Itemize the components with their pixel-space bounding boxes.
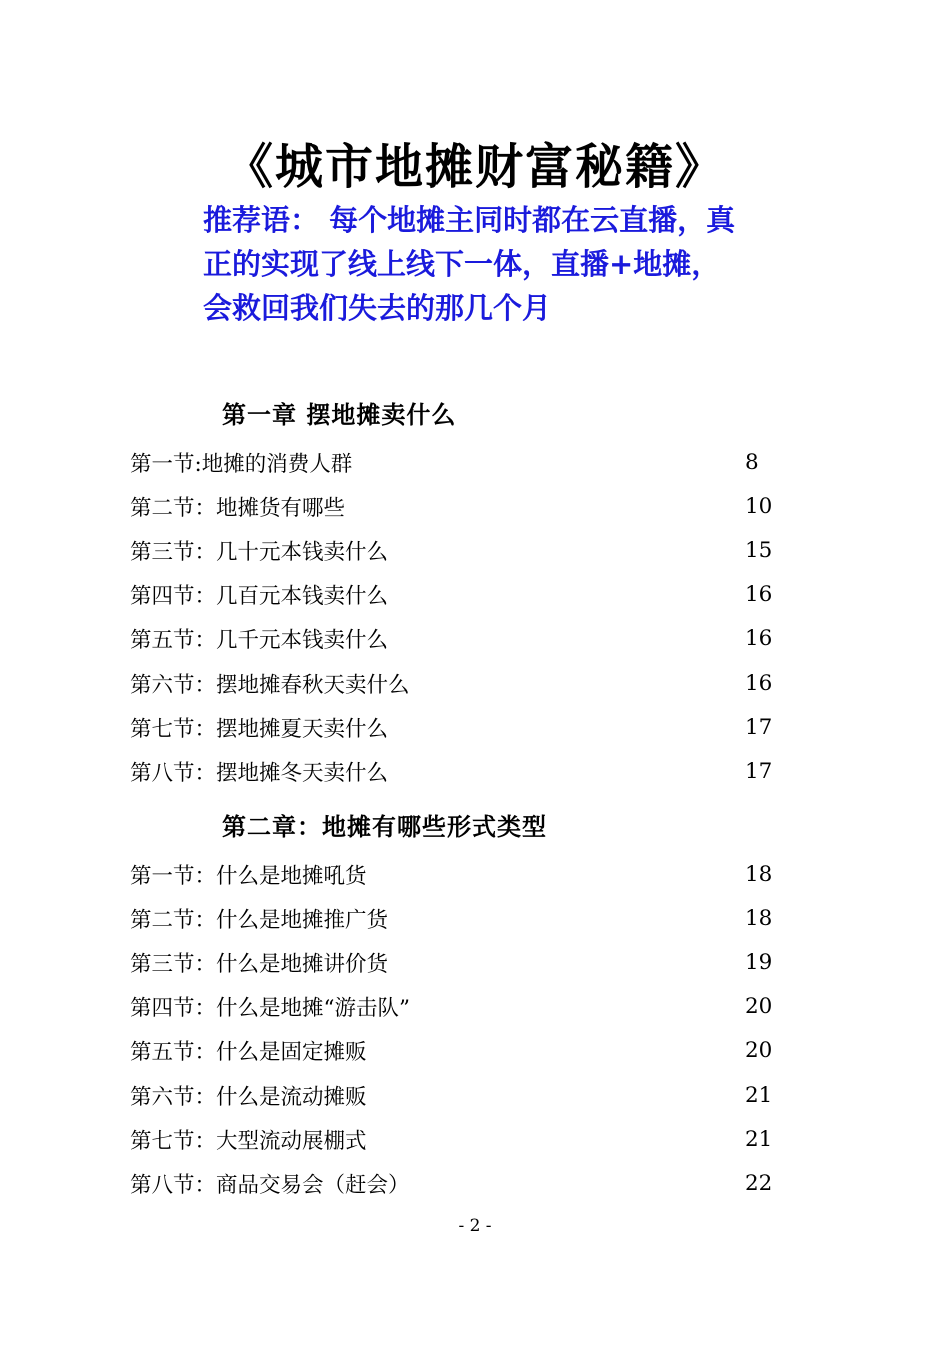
recommendation-line: 推荐语： 每个地摊主同时都在云直播，真: [203, 203, 736, 237]
toc-entry-label: 第三节：几十元本钱卖什么: [130, 539, 389, 565]
recommendation-line: 会救回我们失去的那几个月: [203, 291, 552, 325]
toc-entry-page: 20: [745, 1038, 773, 1064]
toc-entry-label: 第六节：什么是流动摊贩: [130, 1084, 367, 1110]
page-number: - 2 -: [458, 1216, 492, 1236]
toc-entry-page: 21: [745, 1126, 773, 1152]
toc-entry-page: 16: [745, 626, 773, 652]
toc-entry[interactable]: [130, 484, 775, 528]
chapter-1-toc: [130, 440, 775, 794]
toc-entry-label: 第七节：摆地摊夏天卖什么: [130, 716, 389, 742]
chapter-2-heading: 第二章：地摊有哪些形式类型: [222, 812, 547, 841]
toc-entry-page: 21: [745, 1082, 773, 1108]
toc-entry-page: 8: [745, 449, 759, 475]
toc-entry[interactable]: [130, 1161, 775, 1205]
toc-entry-label: 第八节：摆地摊冬天卖什么: [130, 760, 389, 786]
toc-entry-page: 18: [745, 905, 773, 931]
toc-entry[interactable]: [130, 896, 775, 940]
chapter-1-heading: 第一章 摆地摊卖什么: [222, 400, 457, 429]
toc-entry[interactable]: [130, 852, 775, 896]
toc-entry[interactable]: [130, 749, 775, 793]
toc-entry-label: 第二节：什么是地摊推广货: [130, 907, 389, 933]
toc-entry-label: 第三节：什么是地摊讲价货: [130, 951, 389, 977]
document-title: 《城市地摊财富秘籍》: [224, 139, 725, 195]
chapter-2-toc: [130, 852, 775, 1206]
toc-entry-page: 22: [745, 1170, 773, 1196]
toc-entry[interactable]: [130, 1073, 775, 1117]
toc-entry[interactable]: [130, 1029, 775, 1073]
toc-entry-label: 第五节：什么是固定摊贩: [130, 1040, 367, 1066]
toc-entry[interactable]: [130, 1117, 775, 1161]
toc-entry[interactable]: [130, 528, 775, 572]
toc-entry[interactable]: [130, 440, 775, 484]
toc-entry-page: 17: [745, 758, 773, 784]
toc-entry-page: 20: [745, 994, 773, 1020]
toc-entry-page: 18: [745, 861, 773, 887]
recommendation-text: [203, 198, 803, 330]
toc-entry-label: 第七节：大型流动展棚式: [130, 1128, 367, 1154]
toc-entry-label: 第四节：几百元本钱卖什么: [130, 584, 389, 610]
toc-entry[interactable]: [130, 617, 775, 661]
toc-entry[interactable]: [130, 661, 775, 705]
toc-entry-label: 第八节：商品交易会（赶会）: [130, 1172, 410, 1198]
toc-entry-label: 第四节：什么是地摊“游击队”: [130, 996, 410, 1022]
toc-entry-page: 10: [745, 493, 773, 519]
toc-entry-label: 第五节：几千元本钱卖什么: [130, 628, 389, 654]
toc-entry[interactable]: [130, 573, 775, 617]
toc-entry[interactable]: [130, 985, 775, 1029]
toc-entry-page: 16: [745, 670, 773, 696]
toc-entry[interactable]: [130, 940, 775, 984]
toc-entry-page: 17: [745, 714, 773, 740]
recommendation-line: 正的实现了线上线下一体，直播+地摊，: [203, 247, 721, 281]
toc-entry-page: 15: [745, 537, 773, 563]
toc-entry-label: 第六节：摆地摊春秋天卖什么: [130, 672, 410, 698]
toc-entry-page: 19: [745, 949, 773, 975]
toc-entry-page: 16: [745, 582, 773, 608]
toc-entry-label: 第二节：地摊货有哪些: [130, 495, 346, 521]
toc-entry[interactable]: [130, 705, 775, 749]
toc-entry-label: 第一节:地摊的消费人群: [130, 451, 353, 477]
toc-entry-label: 第一节：什么是地摊吼货: [130, 863, 367, 889]
